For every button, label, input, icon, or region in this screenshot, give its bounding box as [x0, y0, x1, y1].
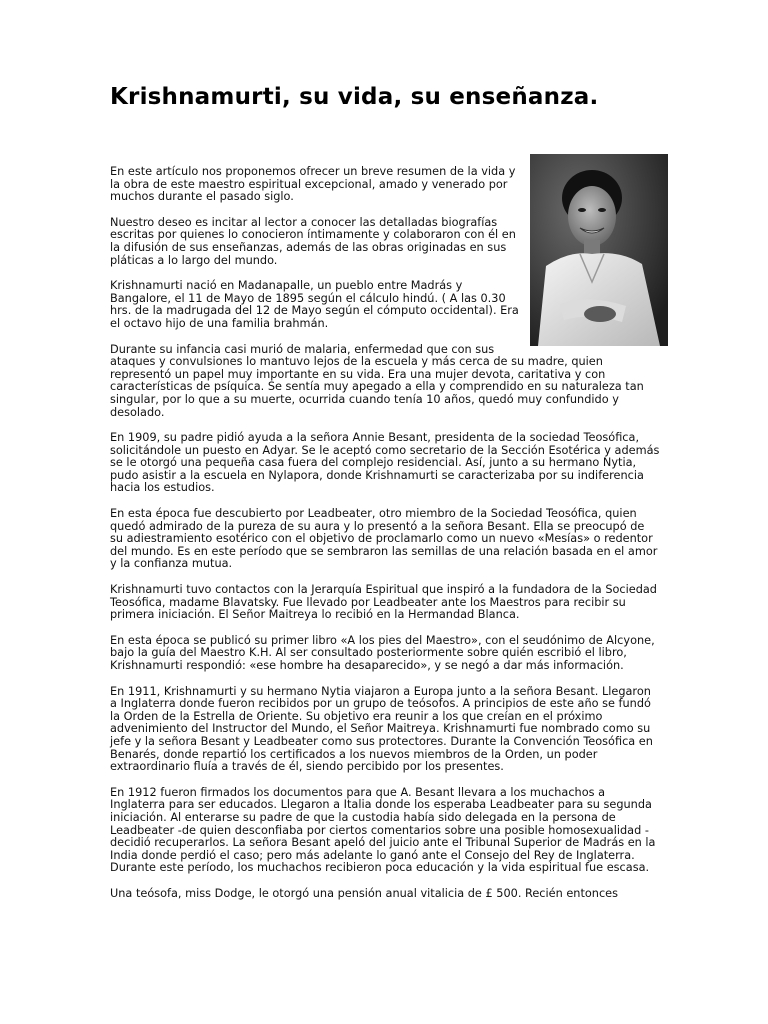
paragraph: En esta época se publicó su primer libro «A los pies del Maestro», con el seudónimo de Alcyone, bajo la guía del Maestro K.H. Al ser consultado posteriormente sobre quién escribió el libro, Krishnamurti respondió: «ese hombre ha desaparecido», y se negó a dar más información.	[110, 633, 655, 672]
paragraph: En 1912 fueron firmados los documentos para que A. Besant llevara a los muchachos a Inglaterra para ser educados. Llegaron a Italia donde los esperaba Leadbeater para su segunda iniciación. Al enterarse su padre de que la custodia había sido delegada en la persona de Leadbeater -de quien desconfiaba por ciertos comentarios sobre una posible homosexualidad - decidió recuperarlos. La señora Besant apeló del juicio ante el Tribunal Superior de Madrás en la India donde perdió el caso; pero más adelante lo ganó ante el Consejo del Rey de Inglaterra. Durante este período, los muchachos recibieron poca educación y la vida espiritual fue escasa.	[110, 785, 656, 875]
paragraph: En 1911, Krishnamurti y su hermano Nytia viajaron a Europa junto a la señora Besant. Llegaron a Inglaterra donde fueron recibidos por un grupo de teósofos. A principios de este año se fundó la Orden de la Estrella de Oriente. Su objetivo era reunir a los que creían en el próximo advenimiento del Instructor del Mundo, el Señor Maitreya. Krishnamurti fue nombrado como su jefe y la señora Besant y Leadbeater como sus protectores. Durante la Convención Teosófica en Benarés, donde repartió los certificados a los nuevos miembros de la Orden, un poder extraordinario fluía a través de él, siendo percibido por los presentes.	[110, 684, 653, 774]
page-title: Krishnamurti, su vida, su enseñanza.	[110, 84, 599, 110]
paragraph: En esta época fue descubierto por Leadbeater, otro miembro de la Sociedad Teosófica, quien quedó admirado de la pureza de su aura y lo presentó a la señora Besant. Ella se preocupó de su adiestramiento esotérico con el objetivo de proclamarlo como un nuevo «Mesías» o redentor del mundo. Es en este período que se sembraron las semillas de una relación basada en el amor y la confianza mutua.	[110, 507, 658, 571]
article-body	[110, 166, 660, 914]
paragraph: En este artículo nos proponemos ofrecer un breve resumen de la vida y la obra de este maestro espiritual excepcional, amado y venerado por muchos durante el pasado siglo.	[110, 165, 516, 204]
paragraph: En 1909, su padre pidió ayuda a la señora Annie Besant, presidenta de la sociedad Teosófica, solicitándole un puesto en Adyar. Se le aceptó como secretario de la Sección Esotérica y además se le otorgó una pequeña casa fuera del complejo residencial. Así, junto a su hermano Nytia, pudo asistir a la escuela en Nylapora, donde Krishnamurti se caracterizaba por su indiferencia hacia los estudios.	[110, 431, 660, 495]
paragraph: Durante su infancia casi murió de malaria, enfermedad que con sus ataques y convulsiones lo mantuvo lejos de la escuela y más cerca de su madre, quien representó un papel muy importante en su vida. Era una mujer devota, caritativa y con características de psíquica. Se sentía muy apegado a ella y comprendido en su naturaleza tan singular, por lo que a su muerte, ocurrida cuando tenía 10 años, quedó muy confundido y desolado.	[110, 342, 644, 419]
portrait-photo	[530, 154, 668, 346]
paragraph: Krishnamurti nació en Madanapalle, un pueblo entre Madrás y Bangalore, el 11 de Mayo de 1895 según el cálculo hindú. ( A las 0.30 hrs. de la madrugada del 12 de Mayo según el cómputo occidental). Era el octavo hijo de una familia brahmán.	[110, 279, 519, 330]
paragraph: Krishnamurti tuvo contactos con la Jerarquía Espiritual que inspiró a la fundadora de la Sociedad Teosófica, madame Blavatsky. Fue llevado por Leadbeater ante los Maestros para recibir su primera iniciación. El Señor Maitreya lo recibió en la Hermandad Blanca.	[110, 583, 657, 622]
paragraph: Una teósofa, miss Dodge, le otorgó una pensión anual vitalicia de £ 500. Recién entonces	[110, 886, 619, 900]
paragraph: Nuestro deseo es incitar al lector a conocer las detalladas biografías escritas por quienes lo conocieron íntimamente y colaboraron con él en la difusión de sus enseñanzas, además de las obras originadas en sus pláticas a lo largo del mundo.	[110, 215, 516, 267]
